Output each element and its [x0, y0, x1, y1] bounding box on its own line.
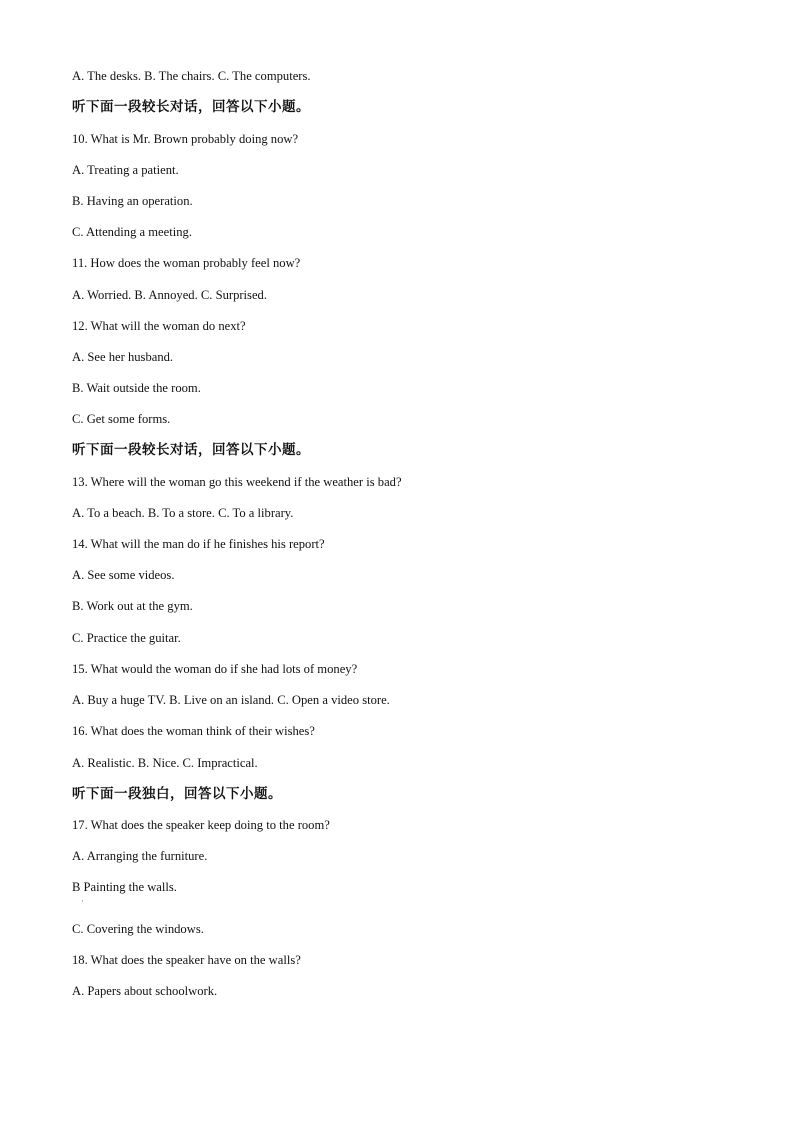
options-15: A. Buy a huge TV. B. Live on an island. C. Open a video store.: [72, 693, 390, 707]
question-17: 17. What does the speaker keep doing to the room?: [72, 818, 330, 832]
options-11: A. Worried. B. Annoyed. C. Surprised.: [72, 288, 267, 302]
question-12: 12. What will the woman do next?: [72, 319, 246, 333]
option-12c: C. Get some forms.: [72, 412, 171, 426]
option-14c: C. Practice the guitar.: [72, 631, 181, 645]
option-10b: B. Having an operation.: [72, 194, 193, 208]
question-14: 14. What will the man do if he finishes his report?: [72, 537, 325, 551]
question-13: 13. Where will the woman go this weekend if the weather is bad?: [72, 475, 402, 489]
stray-dot-mark: ·: [81, 897, 84, 906]
question-11: 11. How does the woman probably feel now?: [72, 256, 301, 270]
option-17c: C. Covering the windows.: [72, 922, 204, 936]
section-heading-dialogue: 听下面一段较长对话，回答以下小题。: [72, 99, 310, 115]
question-15: 15. What would the woman do if she had lots of money?: [72, 662, 358, 676]
question-18: 18. What does the speaker have on the walls?: [72, 953, 301, 967]
answer-options-q9: A. The desks. B. The chairs. C. The computers.: [72, 69, 311, 83]
option-18a: A. Papers about schoolwork.: [72, 984, 218, 998]
option-14b: B. Work out at the gym.: [72, 599, 193, 613]
section-heading-dialogue: 听下面一段较长对话，回答以下小题。: [72, 442, 310, 458]
option-10c: C. Attending a meeting.: [72, 225, 192, 239]
options-13: A. To a beach. B. To a store. C. To a library.: [72, 506, 294, 520]
option-12a: A. See her husband.: [72, 350, 174, 364]
option-10a: A. Treating a patient.: [72, 163, 179, 177]
options-16: A. Realistic. B. Nice. C. Impractical.: [72, 756, 258, 770]
option-17a: A. Arranging the furniture.: [72, 849, 208, 863]
option-14a: A. See some videos.: [72, 568, 175, 582]
option-17b: B Painting the walls.: [72, 880, 177, 894]
question-10: 10. What is Mr. Brown probably doing now?: [72, 132, 299, 146]
option-12b: B. Wait outside the room.: [72, 381, 201, 395]
section-heading-monologue: 听下面一段独白，回答以下小题。: [72, 786, 282, 802]
question-16: 16. What does the woman think of their wishes?: [72, 724, 315, 738]
